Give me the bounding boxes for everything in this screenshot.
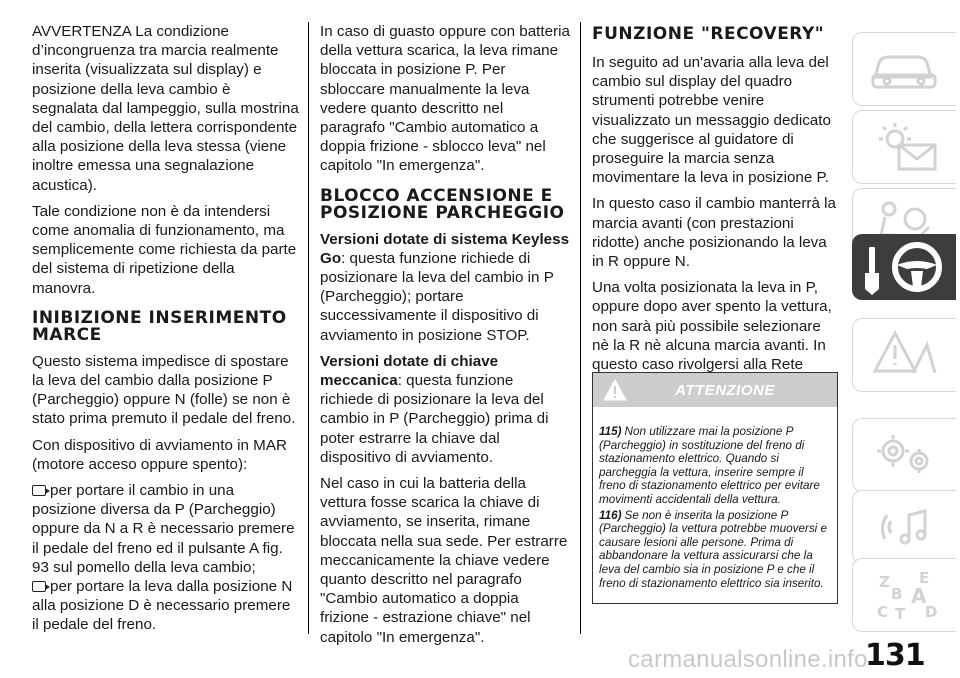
car-icon bbox=[865, 41, 945, 97]
warning-box bbox=[592, 372, 838, 604]
meccanica-label: Versioni dotate di chiave meccanica bbox=[320, 352, 499, 390]
paragraph-condition: Tale condizione non è da intendersi come anomalia di funzionamento, ma semplicemente come richiesta da parte del sistema di ripetizione della manovra. bbox=[32, 202, 297, 297]
paragraph-batteria: Nel caso in cui la batteria della vettura fosse scarica la chiave di avviamento, se inserita, rimane bloccata nella sua sede. Per estrarre meccanicamente la chiave vedere quanto descritto nel paragrafo "Cambio automatico a doppia frizione - estrazione chiave" nel capitolo "In emergenza". bbox=[320, 475, 568, 646]
meccanica-text: : questa funzione richiede di posizionare la leva del cambio in P (Parcheggio) prima di poter estrarre la chiave dal dispositivo di avviamento. bbox=[320, 372, 549, 466]
chapter-sidebar bbox=[852, 0, 960, 678]
bullet-item-1 bbox=[32, 481, 300, 577]
keyless-text: : questa funzione richiede di posizionare la leva del cambio in P (Parcheggio); portare successivamente il dispositivo di avviamento in posizione STOP. bbox=[320, 249, 554, 344]
column-middle bbox=[320, 22, 570, 654]
note-number: 115) bbox=[599, 425, 622, 438]
paragraph-meccanica bbox=[320, 352, 570, 467]
paragraph-keyless bbox=[320, 230, 570, 345]
heading-blocco: BLOCCO ACCENSIONE E POSIZIONE PARCHEGGIO bbox=[320, 185, 565, 223]
column-divider bbox=[308, 22, 309, 634]
warning-header bbox=[593, 373, 837, 407]
column-left bbox=[32, 22, 300, 642]
note-text: Non utilizzare mai la posizione P (Parcheggio) in sostituzione del freno di stazionamento elettrico. Quando si parcheggia la vettura, inserire sempre il freno di stazionamento elettrico per evitare movimenti accidentali della vettura. bbox=[599, 425, 820, 506]
tab-car[interactable] bbox=[852, 32, 956, 106]
bullet-arrow-icon bbox=[32, 485, 46, 496]
paragraph-system: Questo sistema impedisce di spostare la leva del cambio dalla posizione P (Parcheggio) oppure N (folle) se non è stato prima premuto il pedale del freno. bbox=[32, 352, 296, 428]
tab-warning-lights[interactable] bbox=[852, 110, 956, 184]
bullet-text-1: per portare il cambio in una posizione diversa da P (Parcheggio) oppure da N a R è necessario premere il pedale del freno ed il pulsante A fig. 93 sul pomello della leva cambio; bbox=[32, 482, 295, 576]
bullet-item-2 bbox=[32, 577, 300, 635]
index-letter: E bbox=[918, 569, 929, 587]
paragraph-mar: Con dispositivo di avviamento in MAR (motore acceso oppure spento): bbox=[32, 436, 287, 473]
page-number: 131 bbox=[865, 638, 925, 673]
tab-steering-key[interactable] bbox=[852, 234, 956, 300]
note-text: Se non è inserita la posizione P (Parcheggio) la vettura potrebbe muoversi e causare lesioni alle persone. Prima di abbandonare la vettura assicurarsi che la leva del cambio sia in posizione P e che il freno di stazionamento elettrico sia inserito. bbox=[599, 508, 828, 590]
warning-body bbox=[593, 407, 837, 590]
index-letter: A bbox=[910, 584, 926, 608]
warning-title: ATTENZIONE bbox=[675, 381, 775, 399]
column-right bbox=[592, 22, 840, 400]
index-letter: D bbox=[924, 603, 937, 621]
tab-road-warning[interactable] bbox=[852, 318, 956, 392]
watermark: carmanualsonline.info bbox=[628, 646, 868, 673]
paragraph-avvertenza: AVVERTENZA La condizione d’incongruenza tra marcia realmente inserita (visualizzata sul display) e posizione della leva cambio è segnalata dal lampeggio, sulla mostrina del cambio, della lettera corrispondente alla posizione della leva stessa (viene inoltre emessa una segnalazione acustica). bbox=[32, 23, 299, 194]
steering-key-icon bbox=[857, 237, 953, 297]
warning-triangle-icon bbox=[603, 379, 627, 401]
warning-lights-icon bbox=[865, 119, 945, 175]
tab-service-gears[interactable] bbox=[852, 418, 956, 492]
paragraph-recovery-2: In questo caso il cambio manterrà la marcia avanti (con prestazioni ridotte) anche posizionando la leva in R oppure N. bbox=[592, 195, 836, 271]
tab-media[interactable] bbox=[852, 490, 956, 564]
keyless-label: Versioni dotate di sistema Keyless Go bbox=[320, 230, 570, 267]
warning-note-116 bbox=[599, 509, 831, 591]
note-number: 116) bbox=[599, 508, 622, 522]
paragraph-recovery-3: Una volta posizionata la leva in P, oppure dopo aver spento la vettura, non sarà più possibile selezionare nè la R nè alcuna marcia avanti. In questo caso rivolgersi alla Rete bbox=[592, 279, 832, 374]
warning-note-115 bbox=[599, 425, 831, 507]
media-icon bbox=[865, 499, 945, 555]
index-letter: C bbox=[876, 603, 888, 621]
index-letter: Z bbox=[878, 573, 890, 591]
bullet-text-2: per portare la leva dalla posizione N alla posizione D è necessario premere il pedale del freno. bbox=[32, 578, 293, 634]
road-warning-icon bbox=[865, 327, 945, 383]
bullet-arrow-icon bbox=[32, 581, 46, 592]
heading-recovery: FUNZIONE "RECOVERY" bbox=[592, 24, 825, 44]
index-letter: B bbox=[890, 585, 902, 603]
paragraph-guasto: In caso di guasto oppure con batteria della vettura scarica, la leva rimane bloccata in posizione P. Per sbloccare manualmente la leva vedere quanto descritto nel paragrafo "Cambio automatico a doppia frizione - sblocco leva" nel capitolo "In emergenza". bbox=[320, 23, 570, 175]
tab-index[interactable] bbox=[852, 558, 956, 632]
heading-inibizione: INIBIZIONE INSERIMENTO MARCE bbox=[32, 307, 287, 345]
paragraph-recovery-1: In seguito ad un'avaria alla leva del cambio sul display del quadro strumenti potrebbe venire visualizzato un messaggio dedicato che suggerisce al guidatore di proseguire la marcia senza movimentare la leva in posizione P. bbox=[592, 54, 831, 187]
index-letter: T bbox=[894, 605, 905, 623]
index-letters-icon bbox=[865, 565, 945, 625]
column-divider bbox=[580, 22, 581, 634]
service-gears-icon bbox=[865, 427, 945, 483]
